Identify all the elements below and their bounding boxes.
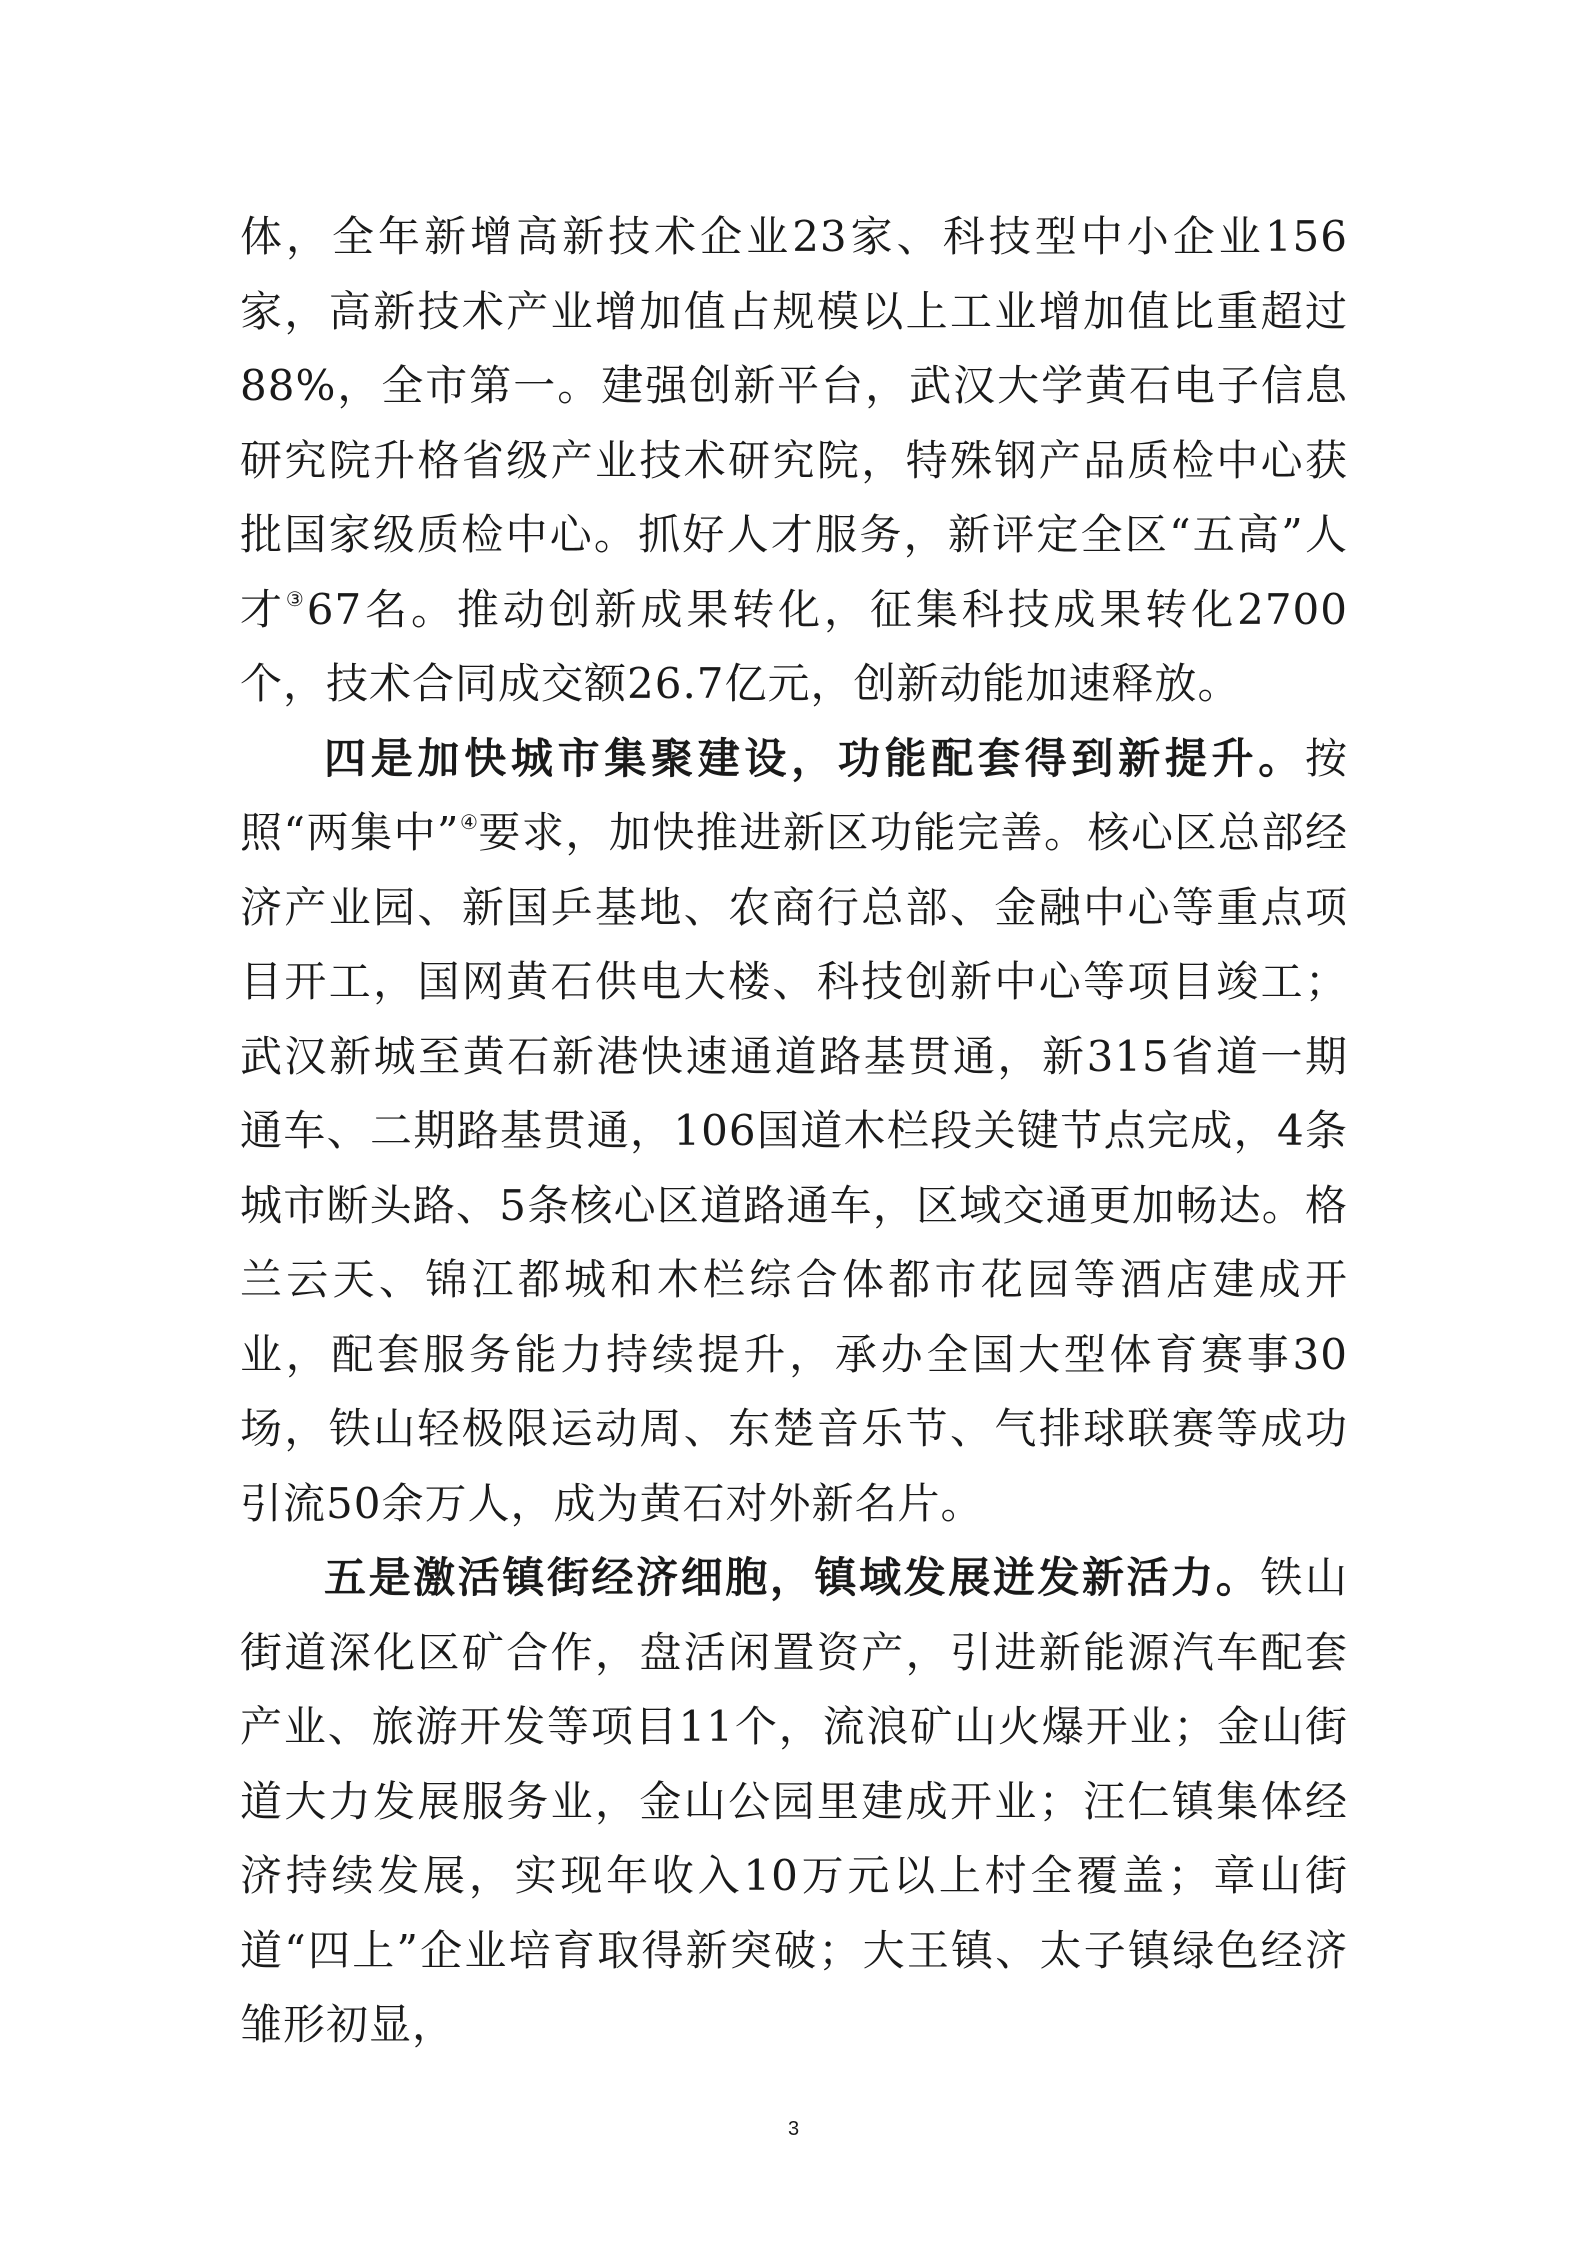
paragraph-text: 要求，加快推进新区功能完善。核心区总部经济产业园、新国乒基地、农商行总部、金融中心等重点项目开工，国网黄石供电大楼、科技创新中心等项目竣工；武汉新城至黄石新港快速通道路基贯通，新315省道一期通车、二期路基贯通，106国道木栏段关键节点完成，4条城市断头路、5条核心区道路通车，区域交通更加畅达。格兰云天、锦江都城和木栏综合体都市花园等酒店建成开业，配套服务能力持续提升，承办全国大型体育赛事30场，铁山轻极限运动周、东楚音乐节、气排球联赛等成功引流50余万人，成为黄石对外新名片。 — [240, 808, 1348, 1528]
paragraph-four — [240, 722, 1348, 1542]
paragraph-text: 体，全年新增高新技术企业23家、科技型中小企业156家，高新技术产业增加值占规模以上工业增加值比重超过88%，全市第一。建强创新平台，武汉大学黄石电子信息研究院升格省级产业技术研究院，特殊钢产品质检中心获批国家级质检中心。抓好人才服务，新评定全区“五高”人才 — [240, 212, 1348, 634]
paragraph-text: 铁山街道深化区矿合作，盘活闲置资产，引进新能源汽车配套产业、旅游开发等项目11个，流浪矿山火爆开业；金山街道大力发展服务业，金山公园里建成开业；汪仁镇集体经济持续发展，实现年收入10万元以上村全覆盖；章山街道“四上”企业培育取得新突破；大王镇、太子镇绿色经济雏形初显， — [240, 1553, 1348, 2049]
footnote-marker[interactable]: ④ — [459, 810, 479, 834]
paragraph-text: 按照“两集中” — [240, 733, 1348, 857]
document-body — [240, 200, 1348, 2063]
footnote-marker[interactable]: ③ — [285, 586, 307, 611]
paragraph-lead: 四是加快城市集聚建设，功能配套得到新提升。 — [324, 733, 1305, 783]
paragraph-continued — [240, 200, 1348, 722]
paragraph-five — [240, 1541, 1348, 2063]
paragraph-text: 67名。推动创新成果转化，征集科技成果转化2700个，技术合同成交额26.7亿元，创新动能加速释放。 — [240, 584, 1348, 708]
page-number: 3 — [787, 2118, 800, 2140]
paragraph-lead: 五是激活镇街经济细胞，镇域发展迸发新活力。 — [324, 1553, 1261, 1602]
